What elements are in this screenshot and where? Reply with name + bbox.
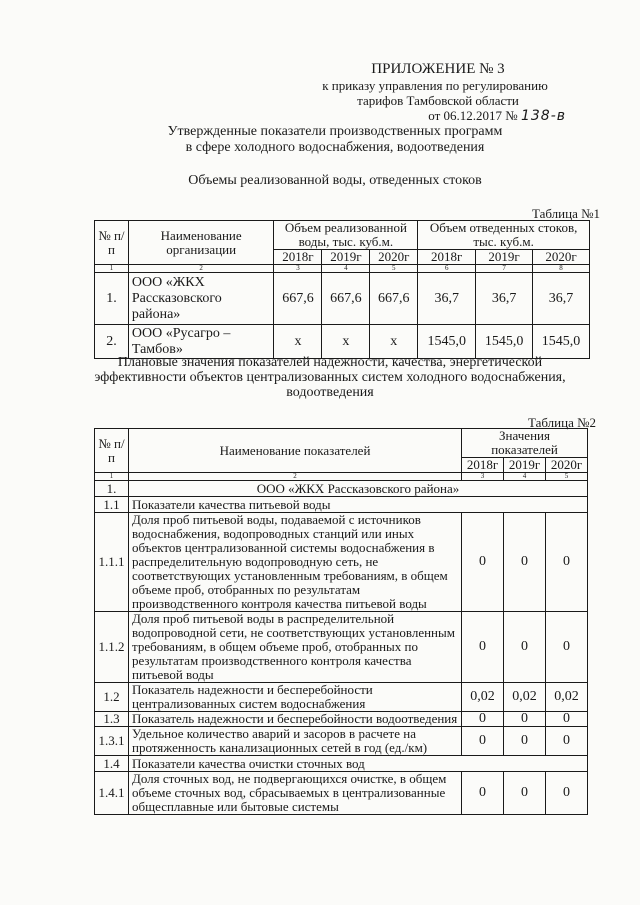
indicators-table: [94, 428, 588, 815]
table-row: [95, 756, 588, 772]
row-num: 1.3: [95, 712, 129, 727]
value-cell: 0: [504, 513, 546, 612]
org-row: [95, 481, 588, 497]
heading-programs: [0, 124, 640, 156]
index-cell: 2: [128, 473, 461, 481]
appendix-line-2: тарифов Тамбовской области: [357, 93, 519, 108]
value-cell: 0: [462, 772, 504, 815]
value-cell: 1545,0: [418, 325, 476, 359]
table2-caption: Таблица №2: [527, 415, 596, 430]
table-row: [95, 497, 588, 513]
volumes-table: [94, 220, 590, 359]
row-num: 1.2: [95, 683, 129, 712]
heading-indicators-line-3: водоотведения: [286, 385, 374, 400]
header-num: № п/п: [95, 221, 129, 265]
row-num: 1.1: [95, 497, 129, 513]
table-row: [95, 727, 588, 756]
header-org: Наименование организации: [128, 221, 274, 265]
index-row: [95, 473, 588, 481]
table-row: [95, 513, 588, 612]
appendix-date-line: [308, 108, 568, 124]
heading-programs-line-1: Утвержденные показатели производственных программ: [167, 124, 503, 139]
value-cell: 0: [462, 712, 504, 727]
value-cell: 0,02: [504, 683, 546, 712]
row-num: 1.4: [95, 756, 129, 772]
value-cell: 0: [504, 727, 546, 756]
table-row: [95, 325, 590, 359]
header-year: 2020г: [533, 250, 590, 265]
table-row: [95, 683, 588, 712]
value-cell: х: [370, 325, 418, 359]
value-cell: 667,6: [370, 273, 418, 325]
header-year: 2018г: [274, 250, 322, 265]
value-cell: 667,6: [274, 273, 322, 325]
row-num: 1.1.1: [95, 513, 129, 612]
header-year: 2019г: [476, 250, 533, 265]
row-num: 1.1.2: [95, 612, 129, 683]
table-row: [95, 273, 590, 325]
header-name: Наименование показателей: [128, 429, 461, 473]
header-year: 2020г: [545, 458, 587, 473]
appendix-title: ПРИЛОЖЕНИЕ № 3: [371, 61, 505, 77]
index-cell: 7: [476, 265, 533, 273]
header-year: 2019г: [504, 458, 546, 473]
row-name: Показатели качества питьевой воды: [128, 497, 587, 513]
index-cell: 5: [545, 473, 587, 481]
table-row: [95, 712, 588, 727]
header-year: 2020г: [370, 250, 418, 265]
table1-caption: Таблица №1: [531, 206, 600, 221]
header-sewage: Объем отведенных стоков, тыс. куб.м.: [418, 221, 590, 250]
index-row: [95, 265, 590, 273]
value-cell: 0: [504, 712, 546, 727]
value-cell: 0: [462, 727, 504, 756]
value-cell: 0: [504, 612, 546, 683]
appendix-line-1: к приказу управления по регулированию: [322, 78, 548, 93]
row-num: 1.: [95, 273, 129, 325]
value-cell: х: [322, 325, 370, 359]
index-cell: 8: [533, 265, 590, 273]
index-cell: 5: [370, 265, 418, 273]
row-num: 1.4.1: [95, 772, 129, 815]
row-num: 2.: [95, 325, 129, 359]
index-cell: 2: [128, 265, 274, 273]
row-name: Доля сточных вод, не подвергающихся очистке, в общем объеме сточных вод, сбрасываемых в централизованные общесплавные или бытовые системы: [128, 772, 461, 815]
value-cell: 1545,0: [533, 325, 590, 359]
value-cell: 0: [462, 612, 504, 683]
value-cell: 0: [545, 712, 587, 727]
row-org: ООО «ЖКХ Рассказовского района»: [128, 273, 274, 325]
heading-indicators-line-1: Плановые значения показателей надежности, качества, энергетической: [117, 355, 543, 370]
row-name: Показатель надежности и бесперебойности централизованных систем водоснабжения: [128, 683, 461, 712]
row-num: 1.3.1: [95, 727, 129, 756]
header-year: 2019г: [322, 250, 370, 265]
index-cell: 6: [418, 265, 476, 273]
row-name: Показатель надежности и бесперебойности водоотведения: [128, 712, 461, 727]
index-cell: 1: [95, 473, 129, 481]
row-org: ООО «Русагро – Тамбов»: [128, 325, 274, 359]
index-cell: 1: [95, 265, 129, 273]
header-num: № п/п: [95, 429, 129, 473]
heading-programs-line-2: в сфере холодного водоснабжения, водоотведения: [185, 140, 485, 155]
org-row-num: 1.: [95, 481, 129, 497]
value-cell: 0: [462, 513, 504, 612]
header-values: Значения показателей: [462, 429, 588, 458]
org-row-name: ООО «ЖКХ Рассказовского района»: [128, 481, 587, 497]
header-year: 2018г: [418, 250, 476, 265]
appendix-date: от 06.12.2017 №: [428, 108, 518, 123]
row-name: Доля проб питьевой воды в распределительной водопроводной сети, не соответствующих установленным требованиям, в общем объеме проб, отобранных по результатам производственного контроля качества питьевой воды: [128, 612, 461, 683]
header-water: Объем реализованной воды, тыс. куб.м.: [274, 221, 418, 250]
header-year: 2018г: [462, 458, 504, 473]
index-cell: 3: [274, 265, 322, 273]
value-cell: 36,7: [476, 273, 533, 325]
value-cell: х: [274, 325, 322, 359]
value-cell: 36,7: [533, 273, 590, 325]
value-cell: 0: [545, 612, 587, 683]
order-number: 138-в: [520, 108, 566, 124]
value-cell: 0: [545, 727, 587, 756]
table-row: [95, 612, 588, 683]
value-cell: 0,02: [545, 683, 587, 712]
row-name: Доля проб питьевой воды, подаваемой с источников водоснабжения, водопроводных станций или иных объектов централизованной системы водоснабжения в распределительную водопроводную сеть, не соответствующих установленным требованиям, в общем объеме проб, отобранных по результатам производственного контроля качества питьевой воды: [128, 513, 461, 612]
value-cell: 0: [545, 772, 587, 815]
value-cell: 0,02: [462, 683, 504, 712]
index-cell: 3: [462, 473, 504, 481]
heading-volumes: Объемы реализованной воды, отведенных стоков: [188, 173, 482, 188]
index-cell: 4: [322, 265, 370, 273]
appendix-block: [308, 60, 568, 124]
value-cell: 667,6: [322, 273, 370, 325]
value-cell: 1545,0: [476, 325, 533, 359]
index-cell: 4: [504, 473, 546, 481]
value-cell: 0: [504, 772, 546, 815]
row-name: Удельное количество аварий и засоров в расчете на протяженность канализационных сетей в год (ед./км): [128, 727, 461, 756]
heading-indicators-line-2: эффективности объектов централизованных систем холодного водоснабжения,: [94, 370, 566, 385]
row-name: Показатели качества очистки сточных вод: [128, 756, 587, 772]
heading-indicators: [0, 355, 640, 400]
table-row: [95, 772, 588, 815]
value-cell: 36,7: [418, 273, 476, 325]
value-cell: 0: [545, 513, 587, 612]
